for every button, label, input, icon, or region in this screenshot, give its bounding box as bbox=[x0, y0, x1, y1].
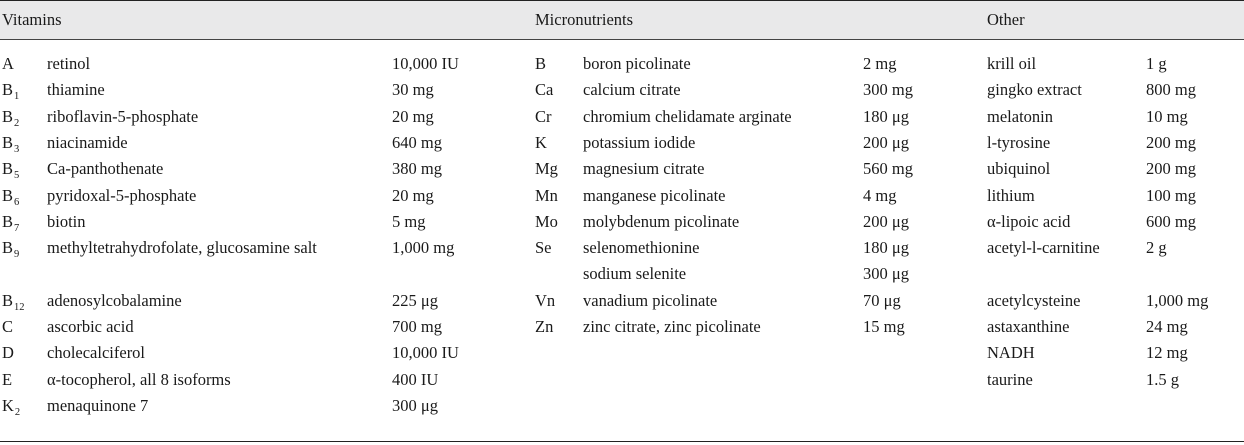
vitamin-subscript: 12 bbox=[14, 301, 25, 313]
micronutrient-name: boron picolinate bbox=[583, 54, 691, 73]
micronutrient-name: selenomethionine bbox=[583, 238, 700, 258]
micronutrient-symbol: Vn bbox=[535, 290, 556, 310]
micronutrient-symbol: Zn bbox=[535, 317, 554, 336]
vitamin-symbol bbox=[2, 156, 19, 185]
other-name: lithium bbox=[987, 185, 1035, 205]
vitamin-amount: 5 mg bbox=[392, 211, 426, 231]
table-row bbox=[0, 77, 1244, 103]
other-name: l-tyrosine bbox=[987, 132, 1051, 152]
vitamin-letter: C bbox=[2, 317, 14, 336]
other-amount: 12 mg bbox=[1146, 343, 1188, 363]
vitamin-subscript: 3 bbox=[14, 143, 20, 155]
vitamin-amount: 10,000 IU bbox=[392, 343, 459, 363]
vitamin-amount: 10,000 IU bbox=[392, 54, 459, 73]
vitamin-symbol bbox=[2, 77, 19, 106]
vitamin-symbol bbox=[2, 183, 19, 212]
bottom-rule bbox=[0, 441, 1244, 442]
table-row bbox=[0, 314, 1244, 340]
vitamin-name: menaquinone 7 bbox=[47, 395, 149, 415]
vitamin-symbol bbox=[2, 393, 20, 422]
vitamin-name: thiamine bbox=[47, 80, 105, 100]
other-name: ubiquinol bbox=[987, 159, 1051, 179]
micronutrient-name: manganese picolinate bbox=[583, 185, 726, 205]
vitamin-subscript: 9 bbox=[14, 249, 20, 261]
other-name: krill oil bbox=[987, 54, 1037, 73]
other-amount: 200 mg bbox=[1146, 132, 1196, 152]
table-row bbox=[0, 340, 1244, 366]
micronutrient-name: potassium iodide bbox=[583, 132, 696, 152]
vitamin-subscript: 2 bbox=[14, 117, 20, 129]
vitamin-letter: K bbox=[2, 395, 14, 415]
vitamin-letter: B bbox=[2, 106, 14, 126]
vitamin-letter: B bbox=[2, 238, 14, 258]
table-row bbox=[0, 235, 1244, 261]
micronutrient-name: calcium citrate bbox=[583, 80, 681, 100]
micronutrient-symbol: Se bbox=[535, 238, 552, 258]
micronutrient-amount: 15 mg bbox=[863, 317, 905, 336]
other-name: taurine bbox=[987, 369, 1033, 389]
vitamin-amount: 400 IU bbox=[392, 369, 439, 389]
micronutrient-symbol: Mn bbox=[535, 185, 558, 205]
micronutrient-amount: 70 μg bbox=[863, 290, 901, 310]
table-row bbox=[0, 367, 1244, 393]
other-name: acetyl-l-carnitine bbox=[987, 238, 1100, 258]
table-row bbox=[0, 288, 1244, 314]
micronutrient-amount: 300 mg bbox=[863, 80, 913, 100]
micronutrient-symbol: B bbox=[535, 54, 547, 73]
vitamin-name: niacinamide bbox=[47, 132, 128, 152]
micronutrient-name: chromium chelidamate arginate bbox=[583, 106, 792, 126]
micronutrient-symbol: Cr bbox=[535, 106, 552, 126]
vitamin-amount: 225 μg bbox=[392, 290, 438, 310]
micronutrient-amount: 200 μg bbox=[863, 132, 909, 152]
vitamin-subscript: 7 bbox=[14, 222, 20, 234]
micronutrient-symbol: Ca bbox=[535, 80, 554, 100]
table-row bbox=[0, 261, 1244, 287]
table-row bbox=[0, 209, 1244, 235]
vitamin-symbol bbox=[2, 288, 25, 317]
vitamin-amount: 30 mg bbox=[392, 80, 434, 100]
other-amount: 2 g bbox=[1146, 238, 1167, 258]
vitamin-symbol bbox=[2, 261, 3, 290]
vitamin-amount: 20 mg bbox=[392, 185, 434, 205]
vitamin-symbol bbox=[2, 367, 13, 396]
other-name: melatonin bbox=[987, 106, 1053, 126]
micronutrient-symbol: K bbox=[535, 132, 547, 152]
micronutrient-amount: 180 μg bbox=[863, 238, 909, 258]
vitamin-name: riboflavin-5-phosphate bbox=[47, 106, 199, 126]
micronutrient-amount: 4 mg bbox=[863, 185, 897, 205]
other-name: acetylcysteine bbox=[987, 290, 1081, 310]
micronutrient-name: zinc citrate, zinc picolinate bbox=[583, 317, 761, 336]
vitamin-symbol bbox=[2, 340, 15, 369]
header-other: Other bbox=[987, 10, 1025, 29]
vitamin-name: Ca-panthothenate bbox=[47, 159, 164, 179]
vitamin-letter: B bbox=[2, 185, 14, 205]
vitamin-subscript: 1 bbox=[14, 91, 20, 103]
vitamin-letter: B bbox=[2, 211, 14, 231]
vitamin-symbol bbox=[2, 209, 19, 238]
table-header bbox=[0, 0, 1244, 40]
vitamin-symbol bbox=[2, 104, 19, 133]
micronutrient-amount: 300 μg bbox=[863, 264, 909, 284]
table-row bbox=[0, 51, 1244, 77]
other-amount: 100 mg bbox=[1146, 185, 1196, 205]
micronutrient-symbol: Mg bbox=[535, 159, 558, 179]
vitamin-name: adenosylcobalamine bbox=[47, 290, 182, 310]
micronutrient-name: vanadium picolinate bbox=[583, 290, 718, 310]
other-name: NADH bbox=[987, 343, 1035, 363]
other-name: astaxanthine bbox=[987, 317, 1070, 336]
table-row bbox=[0, 104, 1244, 130]
other-name: gingko extract bbox=[987, 80, 1082, 100]
other-name: α-lipoic acid bbox=[987, 211, 1071, 231]
vitamin-subscript: 5 bbox=[14, 170, 20, 182]
vitamin-letter: B bbox=[2, 80, 14, 100]
table-row bbox=[0, 393, 1244, 419]
vitamin-letter: E bbox=[2, 369, 13, 389]
table-row bbox=[0, 156, 1244, 182]
micronutrient-name: sodium selenite bbox=[583, 264, 687, 284]
micronutrient-name: molybdenum picolinate bbox=[583, 211, 740, 231]
table-row bbox=[0, 183, 1244, 209]
other-amount: 10 mg bbox=[1146, 106, 1188, 126]
vitamin-name: biotin bbox=[47, 211, 86, 231]
vitamin-letter: B bbox=[2, 159, 14, 179]
vitamin-letter: B bbox=[2, 132, 14, 152]
micronutrient-name: magnesium citrate bbox=[583, 159, 705, 179]
table-row bbox=[0, 130, 1244, 156]
micronutrient-symbol: Mo bbox=[535, 211, 558, 231]
vitamin-amount: 300 μg bbox=[392, 395, 438, 415]
vitamin-subscript: 2 bbox=[14, 406, 21, 418]
micronutrient-amount: 2 mg bbox=[863, 54, 897, 73]
vitamin-name: α-tocopherol, all 8 isoforms bbox=[47, 369, 231, 389]
vitamin-name: pyridoxal-5-phosphate bbox=[47, 185, 197, 205]
other-amount: 600 mg bbox=[1146, 211, 1196, 231]
vitamin-symbol bbox=[2, 51, 15, 80]
vitamin-name: methyltetrahydrofolate, glucosamine salt bbox=[47, 238, 317, 258]
vitamin-name: ascorbic acid bbox=[47, 317, 134, 336]
vitamin-name: cholecalciferol bbox=[47, 343, 146, 363]
other-amount: 1.5 g bbox=[1146, 369, 1179, 389]
other-amount: 24 mg bbox=[1146, 317, 1188, 336]
micronutrient-amount: 560 mg bbox=[863, 159, 913, 179]
other-amount: 800 mg bbox=[1146, 80, 1196, 100]
vitamin-letter: D bbox=[2, 343, 14, 363]
vitamin-subscript: 6 bbox=[14, 196, 20, 208]
other-amount: 200 mg bbox=[1146, 159, 1196, 179]
vitamin-letter: B bbox=[2, 290, 14, 310]
micronutrient-amount: 200 μg bbox=[863, 211, 909, 231]
vitamin-amount: 380 mg bbox=[392, 159, 442, 179]
other-amount: 1,000 mg bbox=[1146, 290, 1209, 310]
other-amount: 1 g bbox=[1146, 54, 1167, 73]
micronutrient-amount: 180 μg bbox=[863, 106, 909, 126]
vitamin-amount: 20 mg bbox=[392, 106, 434, 126]
vitamin-symbol bbox=[2, 130, 19, 159]
vitamin-letter: A bbox=[2, 54, 14, 73]
vitamin-amount: 640 mg bbox=[392, 132, 442, 152]
vitamin-name: retinol bbox=[47, 54, 91, 73]
header-vitamins: Vitamins bbox=[2, 10, 62, 29]
vitamin-amount: 1,000 mg bbox=[392, 238, 455, 258]
header-micronutrients: Micronutrients bbox=[535, 10, 634, 29]
vitamin-symbol bbox=[2, 235, 19, 264]
vitamin-symbol bbox=[2, 314, 14, 343]
vitamin-amount: 700 mg bbox=[392, 317, 442, 336]
